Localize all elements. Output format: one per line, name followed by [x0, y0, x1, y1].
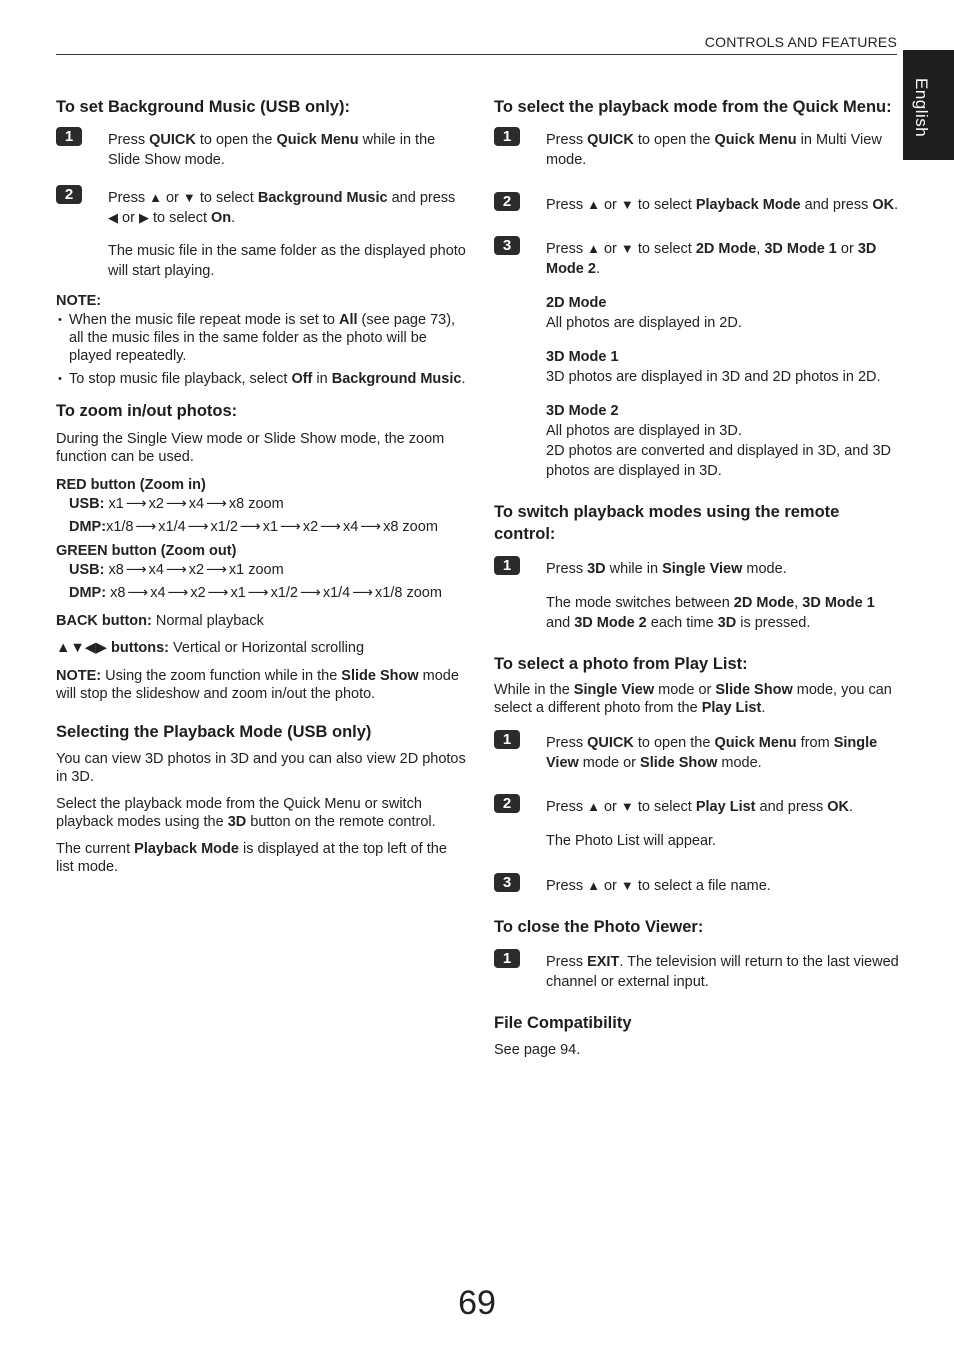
mode-3d-1: 3D Mode 1 3D photos are displayed in 3D and 2D photos in 2D.: [546, 349, 881, 385]
green-usb-sequence: USB: x8 ⟶ x4 ⟶ x2 ⟶ x1 zoom: [56, 559, 466, 582]
up-arrow-icon: ▲: [149, 190, 162, 205]
bg-music-step-2-note: The music file in the same folder as the displayed photo will start playing.: [108, 243, 466, 279]
step-number: 2: [494, 192, 520, 211]
direction-arrows-icon: ▲▼◀▶ buttons:: [56, 640, 170, 656]
note-item-2: • To stop music file playback, select Off in Background Music.: [69, 370, 466, 388]
green-dmp-sequence: DMP: x8 ⟶ x4 ⟶ x2 ⟶ x1 ⟶ x1/2 ⟶ x1/4 ⟶ x1/8 zoom: [56, 582, 466, 605]
down-arrow-icon: ▼: [620, 241, 634, 256]
red-dmp-sequence: DMP:x1/8 ⟶ x1/4 ⟶ x1/2 ⟶ x1 ⟶ x2 ⟶ x4 ⟶ x8 zoom: [56, 516, 466, 539]
playback-heading: Selecting the Playback Mode (USB only): [56, 723, 372, 741]
red-button-title: RED button (Zoom in): [56, 477, 206, 493]
up-arrow-icon: ▲: [587, 241, 600, 256]
playback-p1: You can view 3D photos in 3D and you can also view 2D photos in 3D.: [56, 751, 466, 785]
left-arrow-icon: ◀: [108, 210, 118, 225]
playlist-step-3: 3 Press ▲ or ▼ to select a file name.: [494, 876, 899, 896]
step-text: Press QUICK to open the Quick Menu while in the Slide Show mode.: [108, 132, 436, 168]
arrow-icon: ⟶: [206, 496, 227, 512]
playlist-intro: While in the Single View mode or Slide Show mode, you can select a different photo from the Play List.: [494, 682, 892, 716]
playlist-step-2: 2 Press ▲ or ▼ to select Play List and press OK.: [494, 797, 899, 817]
switch-step-1: 1 Press 3D while in Single View mode.: [494, 559, 899, 579]
arrow-icon: ⟶: [127, 585, 149, 601]
arrow-icon: ⟶: [320, 519, 341, 535]
zoom-note: NOTE: Using the zoom function while in the Slide Show mode will stop the slideshow and zoom in/out the photo.: [56, 668, 459, 702]
arrow-icon: ⟶: [239, 519, 261, 535]
quick-step-2: 2 Press ▲ or ▼ to select Playback Mode and press OK.: [494, 195, 899, 215]
green-button-title: GREEN button (Zoom out): [56, 543, 237, 559]
back-button-line: BACK button: Normal playback: [56, 613, 264, 629]
down-arrow-icon: ▼: [620, 799, 634, 814]
compat-heading: File Compatibility: [494, 1014, 632, 1032]
step-number: 1: [494, 127, 520, 146]
close-heading: To close the Photo Viewer:: [494, 918, 704, 936]
arrow-icon: ⟶: [280, 519, 301, 535]
quick-step-1: 1 Press QUICK to open the Quick Menu in Multi View mode.: [494, 130, 899, 170]
page-number: 69: [458, 1284, 496, 1322]
down-arrow-icon: ▼: [182, 190, 196, 205]
up-arrow-icon: ▲: [587, 799, 600, 814]
arrow-icon: ⟶: [352, 585, 374, 601]
arrow-icon: ⟶: [165, 496, 187, 512]
left-column: [56, 96, 466, 876]
arrow-icon: ⟶: [187, 519, 209, 535]
playlist-step-1: 1 Press QUICK to open the Quick Menu from Single View mode or Slide Show mode.: [494, 733, 899, 773]
arrow-icon: ⟶: [165, 562, 187, 578]
mode-3d-2: 3D Mode 2 All photos are displayed in 3D. 2D photos are converted and displayed in 3D, and 3D photos are displayed in 3D.: [546, 403, 891, 479]
compat-text: See page 94.: [494, 1042, 581, 1058]
switch-step-1-note: The mode switches between 2D Mode, 3D Mode 1 and 3D Mode 2 each time 3D is pressed.: [546, 595, 875, 631]
bg-music-step-2: [56, 188, 466, 228]
zoom-intro: During the Single View mode or Slide Show mode, the zoom function can be used.: [56, 431, 445, 465]
step-number: 3: [494, 236, 520, 255]
arrow-icon: ⟶: [125, 496, 147, 512]
section-title: CONTROLS AND FEATURES: [704, 34, 897, 50]
arrow-icon: ⟶: [206, 562, 227, 578]
step-number: 1: [56, 127, 82, 146]
up-arrow-icon: ▲: [587, 197, 600, 212]
note-list: [56, 311, 466, 388]
arrow-icon: ⟶: [247, 585, 269, 601]
arrow-icon: ⟶: [167, 585, 189, 601]
language-tab: [903, 50, 954, 160]
arrow-icon: ⟶: [135, 519, 157, 535]
step-number: 1: [494, 556, 520, 575]
note-title: NOTE:: [56, 293, 102, 309]
bg-music-step-1: [56, 130, 466, 170]
playback-p2: Select the playback mode from the Quick Menu or switch playback modes using the 3D button on the remote control.: [56, 796, 436, 830]
page-header: [56, 33, 897, 55]
language-label: English: [912, 78, 931, 138]
bg-music-heading: To set Background Music (USB only):: [56, 98, 350, 116]
arrow-icon: ⟶: [125, 562, 147, 578]
mode-2d: 2D Mode All photos are displayed in 2D.: [546, 295, 742, 331]
zoom-heading: To zoom in/out photos:: [56, 402, 238, 420]
arrow-icon: ⟶: [207, 585, 229, 601]
quick-menu-heading: To select the playback mode from the Quick Menu:: [494, 98, 892, 116]
up-arrow-icon: ▲: [587, 878, 600, 893]
playlist-step-2-note: The Photo List will appear.: [546, 833, 717, 849]
down-arrow-icon: ▼: [620, 878, 634, 893]
right-arrow-icon: ▶: [138, 210, 149, 225]
right-column: [494, 96, 899, 1060]
arrow-icon: ⟶: [360, 519, 382, 535]
step-number: 3: [494, 873, 520, 892]
note-item-1: • When the music file repeat mode is set to All (see page 73), all the music files in the same folder as the photo will be played repeatedly.: [69, 311, 466, 365]
step-text: Press ▲ or ▼ to select Background Music and press ◀ or ▶ to select On.: [108, 190, 456, 226]
step-number: 1: [494, 730, 520, 749]
close-step-1: 1 Press EXIT. The television will return to the last viewed channel or external input.: [494, 952, 899, 992]
down-arrow-icon: ▼: [620, 197, 634, 212]
playback-p3: The current Playback Mode is displayed at the top left of the list mode.: [56, 841, 447, 875]
quick-step-3: 3 Press ▲ or ▼ to select 2D Mode, 3D Mode 1 or 3D Mode 2.: [494, 239, 899, 279]
step-number: 1: [494, 949, 520, 968]
arrow-icon: ⟶: [300, 585, 321, 601]
playlist-heading: To select a photo from Play List:: [494, 655, 748, 673]
red-usb-sequence: USB: x1 ⟶ x2 ⟶ x4 ⟶ x8 zoom: [56, 493, 466, 516]
step-number: 2: [56, 185, 82, 204]
step-number: 2: [494, 794, 520, 813]
arrow-buttons-line: ▲▼◀▶ buttons: Vertical or Horizontal scrolling: [56, 640, 365, 656]
switch-heading: To switch playback modes using the remote control:: [494, 503, 840, 543]
